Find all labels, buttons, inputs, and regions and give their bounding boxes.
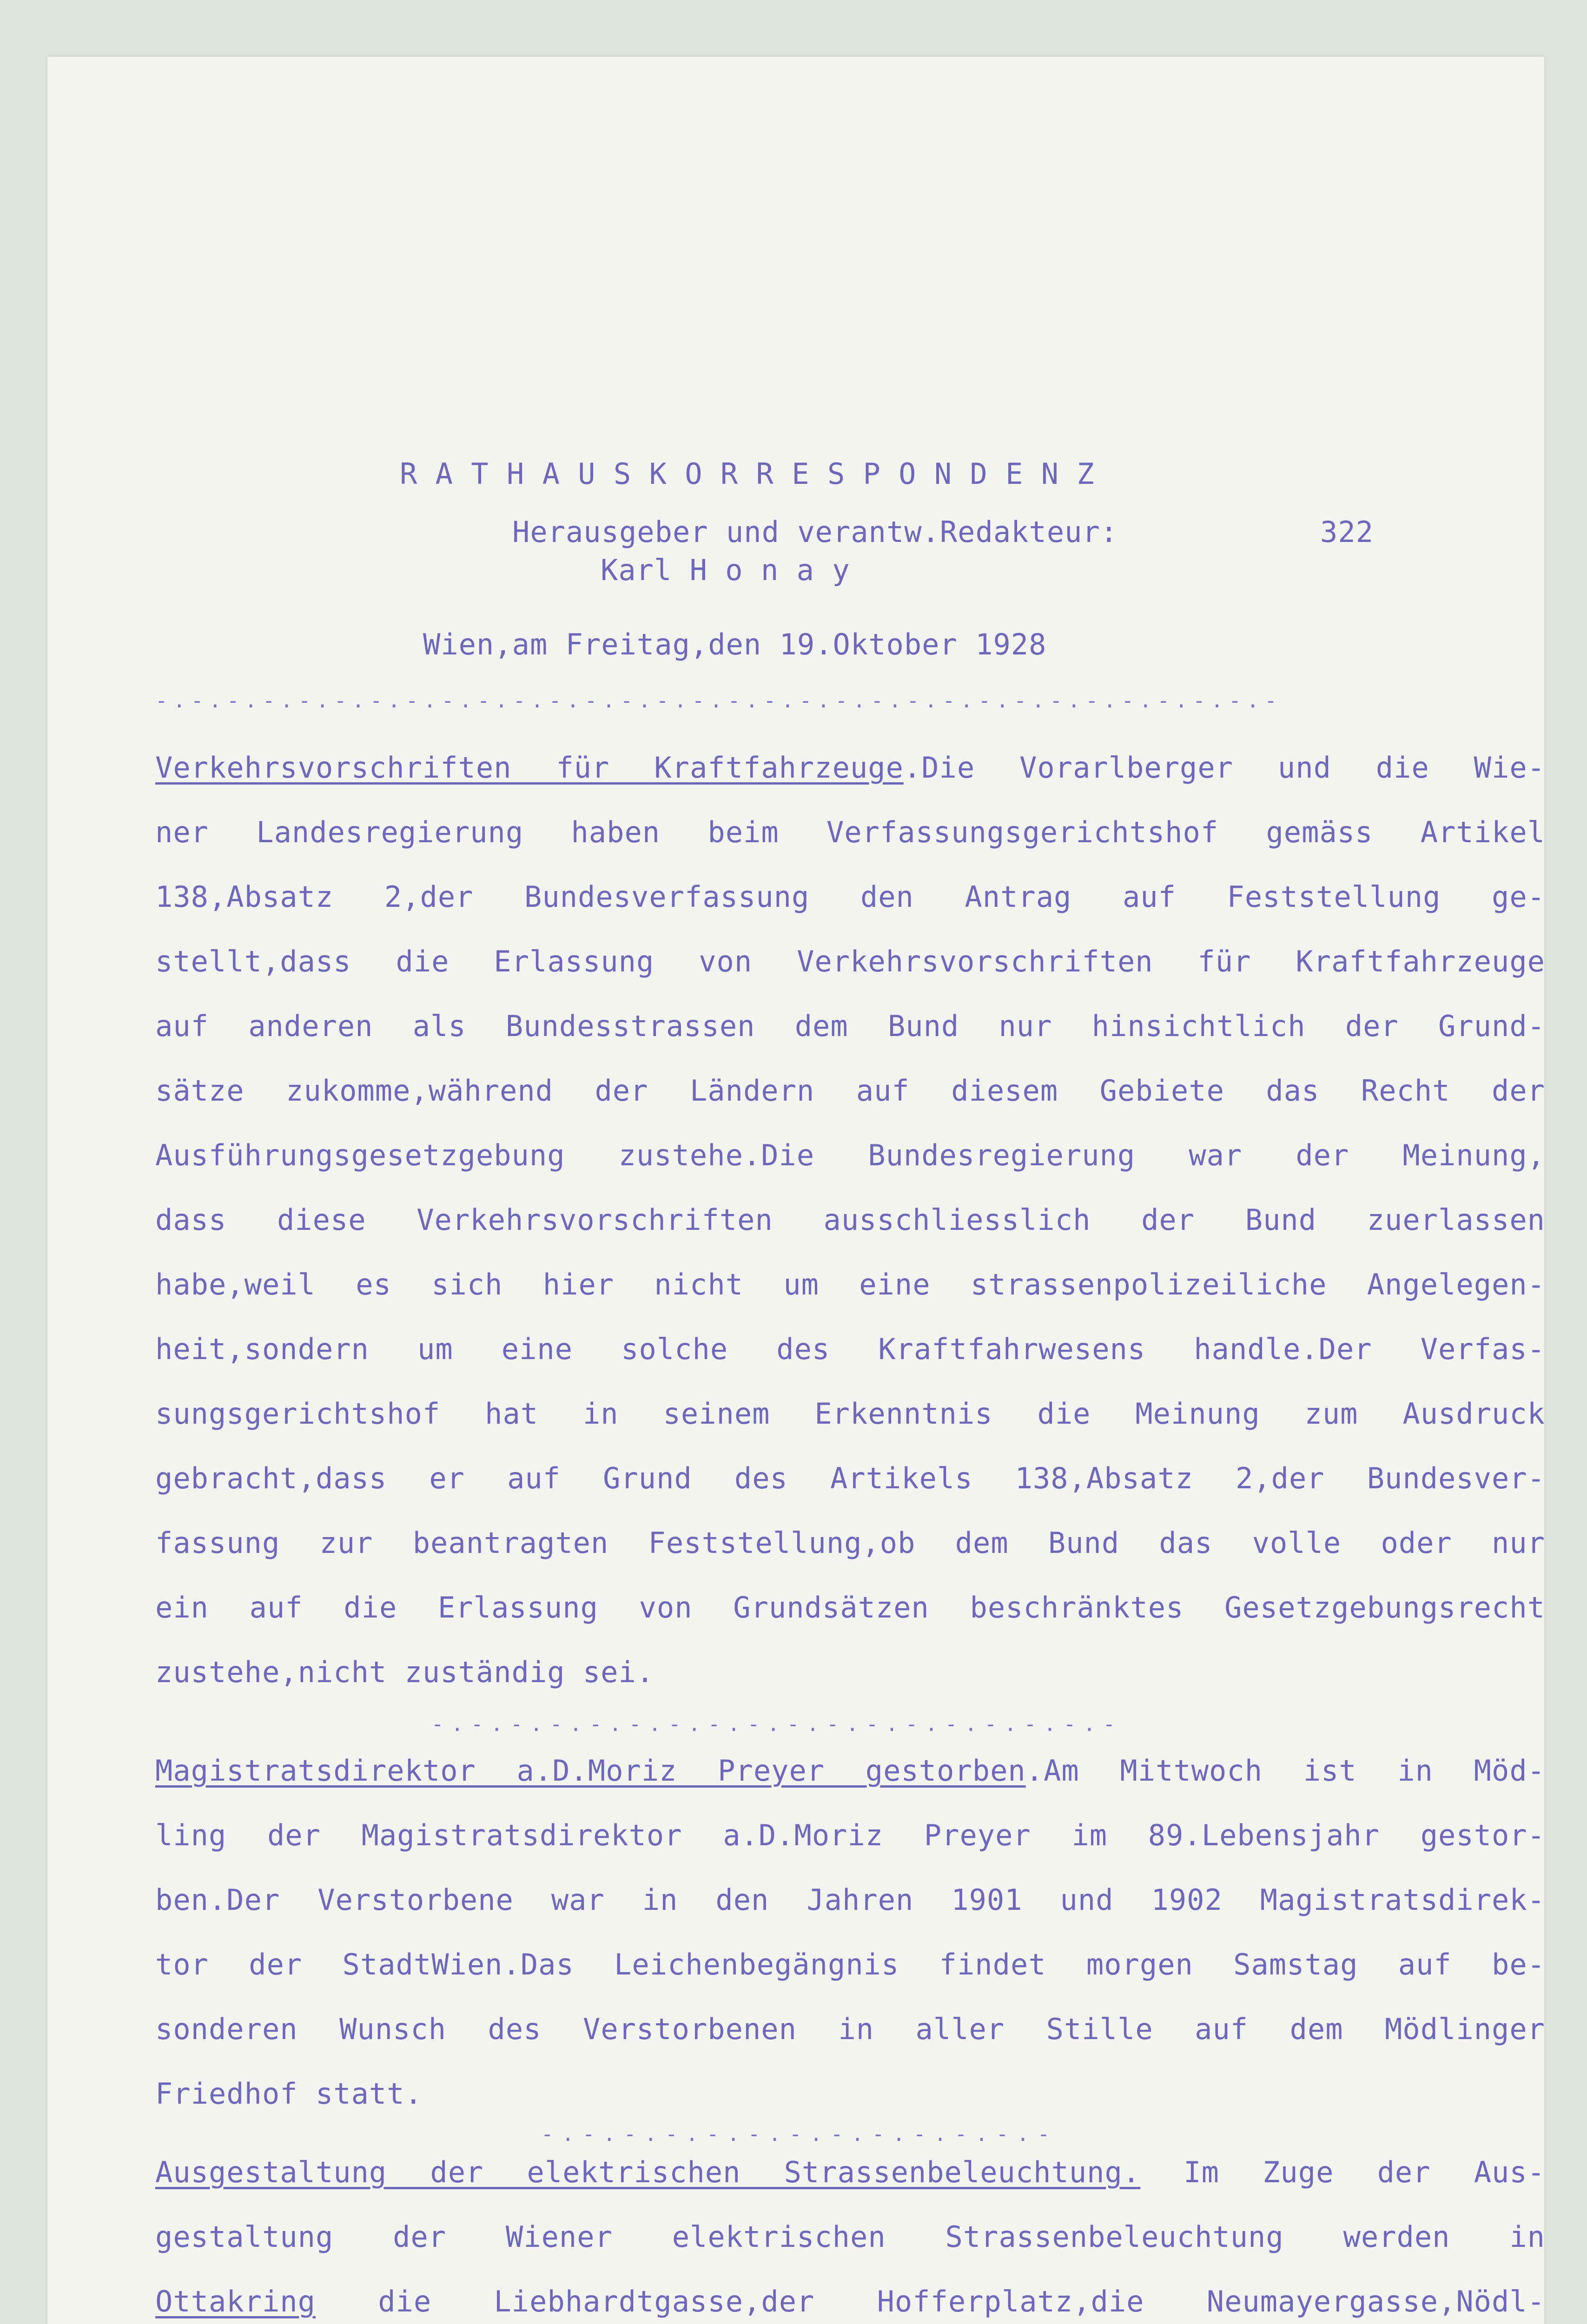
article-line: Ottakring die Liebhardtgasse,der Hofferplatz,die Neumayergasse,Nödl- [155,2284,1545,2318]
newsletter-title: R A T H A U S K O R R E S P O N D E N Z [400,457,1095,491]
article-line: stellt,dass die Erlassung von Verkehrsvorschriften für Kraftfahrzeuge [155,944,1545,978]
article-line: habe,weil es sich hier nicht um eine strassenpolizeiliche Angelegen- [155,1268,1545,1301]
article-line: heit,sondern um eine solche des Kraftfahrwesens handle.Der Verfas- [155,1332,1545,1366]
article-line: zustehe,nicht zuständig sei. [155,1655,655,1689]
separator-after-article-2: -.-.-.-.-.-.-.-.-.-.-.-.- [541,2122,1058,2146]
separator-top: -.-.-.-.-.-.-.-.-.-.-.-.-.-.-.-.-.-.-.-.-.-.-.-.-.-.-.-.-.-.-.- [155,689,1283,713]
page-number: 322 [1320,515,1374,549]
article-line: ner Landesregierung haben beim Verfassungsgerichtshof gemäss Artikel [155,815,1545,849]
article-line: ein auf die Erlassung von Grundsätzen beschränktes Gesetzgebungsrecht [155,1591,1545,1624]
article-line: 138,Absatz 2,der Bundesverfassung den Antrag auf Feststellung ge- [155,880,1545,914]
article-headline: Magistratsdirektor a.D.Moriz Preyer gestorben [155,1754,1026,1788]
separator-after-article-1: -.-.-.-.-.-.-.-.-.-.-.-.-.-.-.-.-.- [431,1712,1123,1736]
article-line: dass diese Verkehrsvorschriften ausschliesslich der Bund zuerlassen [155,1203,1545,1237]
article-line: Magistratsdirektor a.D.Moriz Preyer gestorben.Am Mittwoch ist in Möd- [155,1754,1545,1788]
article-line: fassung zur beantragten Feststellung,ob dem Bund das volle oder nur [155,1526,1545,1560]
article-street-lighting [155,2140,1545,2324]
paper-sheet [47,57,1544,2324]
date-line: Wien,am Freitag,den 19.Oktober 1928 [423,627,1047,661]
article-line: Verkehrsvorschriften für Kraftfahrzeuge.Die Vorarlberger und die Wie- [155,751,1545,785]
editor-line: Herausgeber und verantw.Redakteur: [512,515,1118,549]
article-line: gebracht,dass er auf Grund des Artikels 138,Absatz 2,der Bundesver- [155,1461,1545,1495]
article-line: tor der StadtWien.Das Leichenbegängnis findet morgen Samstag auf be- [155,1948,1545,1981]
article-line: gestaltung der Wiener elektrischen Strassenbeleuchtung werden in [155,2220,1545,2254]
article-line: Ausgestaltung der elektrischen Strassenbeleuchtung. Im Zuge der Aus- [155,2155,1546,2189]
article-line: ling der Magistratsdirektor a.D.Moriz Preyer im 89.Lebensjahr gestor- [155,1818,1545,1852]
district-name: Ottakring [155,2284,316,2318]
article-traffic-rules [155,735,1545,1704]
editor-name: Karl H o n a y [601,553,850,587]
article-line: sonderen Wunsch des Verstorbenen in aller Stille auf dem Mödlinger [155,2012,1545,2046]
article-headline: Ausgestaltung der elektrischen Strassenbeleuchtung. [155,2155,1141,2189]
article-line: Ausführungsgesetzgebung zustehe.Die Bundesregierung war der Meinung, [155,1138,1545,1172]
article-line: sungsgerichtshof hat in seinem Erkenntnis die Meinung zum Ausdruck [155,1397,1545,1431]
article-line: sätze zukomme,während der Ländern auf diesem Gebiete das Recht der [155,1074,1545,1108]
article-line: auf anderen als Bundesstrassen dem Bund nur hinsichtlich der Grund- [155,1009,1545,1043]
article-headline: Verkehrsvorschriften für Kraftfahrzeuge [155,751,904,785]
article-preyer-obituary [155,1738,1545,2126]
article-line: Friedhof statt. [155,2077,423,2111]
article-line: ben.Der Verstorbene war in den Jahren 1901 und 1902 Magistratsdirek- [155,1883,1545,1917]
